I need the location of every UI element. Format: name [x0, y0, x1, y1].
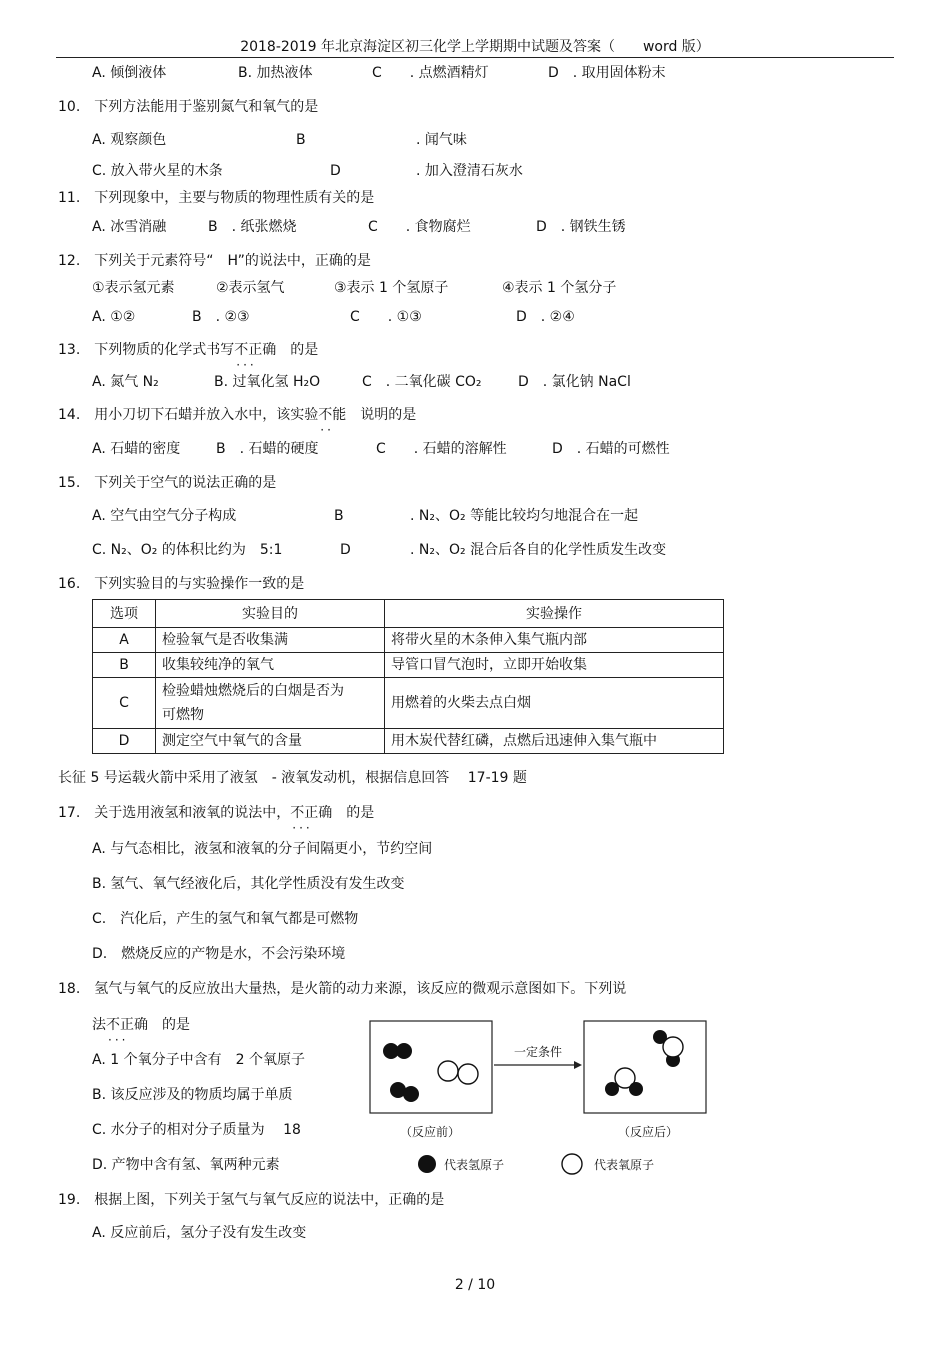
q17-stem — [58, 804, 374, 822]
q13-option-c: C . 二氧化碳 CO₂ — [362, 374, 482, 390]
q15-option-a: A. 空气由空气分子构成 — [92, 508, 237, 524]
legend-hydrogen: 代表氢原子 — [444, 1158, 505, 1172]
q10-option-d-letter: D — [330, 163, 341, 179]
oxygen-atom-icon — [562, 1154, 582, 1174]
table-cell-goal — [156, 678, 385, 729]
q11-option-c: C . 食物腐烂 — [368, 219, 471, 235]
table-cell-goal-line1: 检验蜡烛燃烧后的白烟是否为 — [162, 683, 344, 699]
q12-statement-1: ①表示氢元素 — [92, 280, 175, 296]
table-row — [93, 653, 724, 678]
q17-option-a: A. 与气态相比，液氢和液氧的分子间隔更小，节约空间 — [92, 841, 433, 857]
q14-emphasis: 不能 ·· — [318, 407, 346, 423]
q12-stem: 12. 下列关于元素符号“ H”的说法中，正确的是 — [58, 253, 371, 269]
q15-option-b-letter: B — [334, 508, 344, 524]
q18-option-b: B. 该反应涉及的物质均属于单质 — [92, 1087, 293, 1103]
table-row — [93, 678, 724, 729]
header-divider — [56, 57, 894, 58]
q18-emphasis: 不正确 ··· — [106, 1017, 148, 1033]
arrow-head-icon — [574, 1061, 582, 1069]
table-cell-option: C — [93, 678, 156, 729]
q14-stem-post: 说明的是 — [360, 407, 417, 423]
q10-option-a: A. 观察颜色 — [92, 132, 167, 148]
q17-stem-pre: 17. 关于选用液氢和液氧的说法中， — [58, 805, 291, 821]
q10-option-d: . 加入澄清石灰水 — [416, 163, 523, 179]
q19-stem: 19. 根据上图，下列关于氢气与氧气反应的说法中，正确的是 — [58, 1192, 445, 1208]
q18-stem2-post: 的是 — [162, 1017, 190, 1033]
table-cell-option: B — [93, 653, 156, 678]
q16-stem: 16. 下列实验目的与实验操作一致的是 — [58, 576, 305, 592]
q14-stem-pre: 14. 用小刀切下石蜡并放入水中，该实验 — [58, 407, 319, 423]
q9-option-d: D . 取用固体粉末 — [548, 65, 666, 81]
table-row — [93, 628, 724, 653]
table-header-operation: 实验操作 — [385, 600, 724, 628]
q18-option-a: A. 1 个氧分子中含有 2 个氧原子 — [92, 1052, 305, 1068]
q18-option-d: D. 产物中含有氢、氧两种元素 — [92, 1157, 280, 1173]
section-intro: 长征 5 号运载火箭中采用了液氢 - 液氧发动机，根据信息回答 17-19 题 — [58, 770, 527, 786]
q10-stem: 10. 下列方法能用于鉴别氮气和氧气的是 — [58, 99, 319, 115]
table-cell-goal: 检验氧气是否收集满 — [156, 628, 385, 653]
q12-statement-3: ③表示 1 个氢原子 — [334, 280, 449, 296]
table-header-option: 选项 — [93, 600, 156, 628]
after-box — [584, 1021, 706, 1113]
q12-option-b: B . ②③ — [192, 309, 250, 325]
q14-option-c: C . 石蜡的溶解性 — [376, 441, 507, 457]
page-header-title: 2018-2019 年北京海淀区初三化学上学期期中试题及答案（ word 版） — [240, 39, 710, 55]
q17-option-c: C. 汽化后，产生的氢气和氧气都是可燃物 — [92, 911, 359, 927]
q18-stem2-pre: 法 — [92, 1017, 106, 1033]
after-label: （反应后） — [618, 1125, 679, 1139]
reaction-diagram — [360, 1010, 720, 1180]
reaction-condition: 一定条件 — [513, 1045, 563, 1059]
q13-stem — [58, 341, 318, 359]
legend-oxygen: 代表氧原子 — [594, 1158, 655, 1172]
q13-option-d: D . 氯化钠 NaCl — [518, 374, 631, 390]
q10-option-b-letter: B — [296, 132, 306, 148]
table-header-goal: 实验目的 — [156, 600, 385, 628]
q11-option-d: D . 钢铁生锈 — [536, 219, 626, 235]
q15-option-d: . N₂、O₂ 混合后各自的化学性质发生改变 — [410, 542, 667, 558]
q14-option-b: B . 石蜡的硬度 — [216, 441, 319, 457]
table-cell-option: D — [93, 729, 156, 754]
q17-option-d: D. 燃烧反应的产物是水，不会污染环境 — [92, 946, 346, 962]
q15-stem: 15. 下列关于空气的说法正确的是 — [58, 475, 277, 491]
table-cell-operation: 导管口冒气泡时，立即开始收集 — [385, 653, 724, 678]
q13-option-b: B. 过氧化氢 H₂O — [214, 374, 321, 390]
table-header-row — [93, 600, 724, 628]
q11-stem: 11. 下列现象中，主要与物质的物理性质有关的是 — [58, 190, 375, 206]
q18-option-c: C. 水分子的相对分子质量为 18 — [92, 1122, 301, 1138]
q11-option-b: B . 纸张燃烧 — [208, 219, 297, 235]
q16-table — [92, 599, 724, 754]
q14-option-a: A. 石蜡的密度 — [92, 441, 181, 457]
table-cell-operation: 用木炭代替红磷，点燃后迅速伸入集气瓶中 — [385, 729, 724, 754]
q12-option-c: C . ①③ — [350, 309, 422, 325]
q14-stem — [58, 406, 416, 424]
table-cell-goal: 测定空气中氧气的含量 — [156, 729, 385, 754]
q13-stem-post: 的是 — [290, 342, 319, 358]
q13-emphasis: 不正确 ··· — [234, 342, 276, 358]
q15-option-c: C. N₂、O₂ 的体积比约为 5:1 — [92, 542, 283, 558]
table-cell-option: A — [93, 628, 156, 653]
q19-option-a: A. 反应前后，氢分子没有发生改变 — [92, 1225, 307, 1241]
q12-statement-4: ④表示 1 个氢分子 — [502, 280, 617, 296]
q9-option-b: B. 加热液体 — [238, 65, 313, 81]
table-row — [93, 729, 724, 754]
page-number: 2 / 10 — [454, 1277, 496, 1293]
q14-option-d: D . 石蜡的可燃性 — [552, 441, 670, 457]
table-cell-goal-line2: 可燃物 — [162, 707, 204, 723]
q10-option-c: C. 放入带火星的木条 — [92, 163, 223, 179]
hydrogen-atom-icon — [418, 1155, 436, 1173]
q17-option-b: B. 氢气、氧气经液化后，其化学性质没有发生改变 — [92, 876, 405, 892]
q9-option-c: C . 点燃酒精灯 — [372, 65, 489, 81]
q12-option-a: A. ①② — [92, 309, 136, 325]
q17-stem-post: 的是 — [346, 805, 375, 821]
q13-stem-pre: 13. 下列物质的化学式书写 — [58, 342, 235, 358]
q12-statement-2: ②表示氢气 — [216, 280, 285, 296]
q17-emphasis: 不正确 ··· — [290, 805, 332, 821]
before-label: （反应前） — [400, 1125, 461, 1139]
q18-stem-line2 — [92, 1016, 190, 1034]
q15-option-d-letter: D — [340, 542, 351, 558]
q9-option-a: A. 倾倒液体 — [92, 65, 167, 81]
q10-option-b: . 闻气味 — [416, 132, 467, 148]
q15-option-b: . N₂、O₂ 等能比较均匀地混合在一起 — [410, 508, 639, 524]
table-cell-goal: 收集较纯净的氧气 — [156, 653, 385, 678]
table-cell-operation: 将带火星的木条伸入集气瓶内部 — [385, 628, 724, 653]
q11-option-a: A. 冰雪消融 — [92, 219, 167, 235]
q13-option-a: A. 氮气 N₂ — [92, 374, 159, 390]
table-cell-operation: 用燃着的火柴去点白烟 — [385, 678, 724, 729]
q12-option-d: D . ②④ — [516, 309, 575, 325]
q18-stem: 18. 氢气与氧气的反应放出大量热，是火箭的动力来源，该反应的微观示意图如下。下列说 — [58, 981, 627, 997]
